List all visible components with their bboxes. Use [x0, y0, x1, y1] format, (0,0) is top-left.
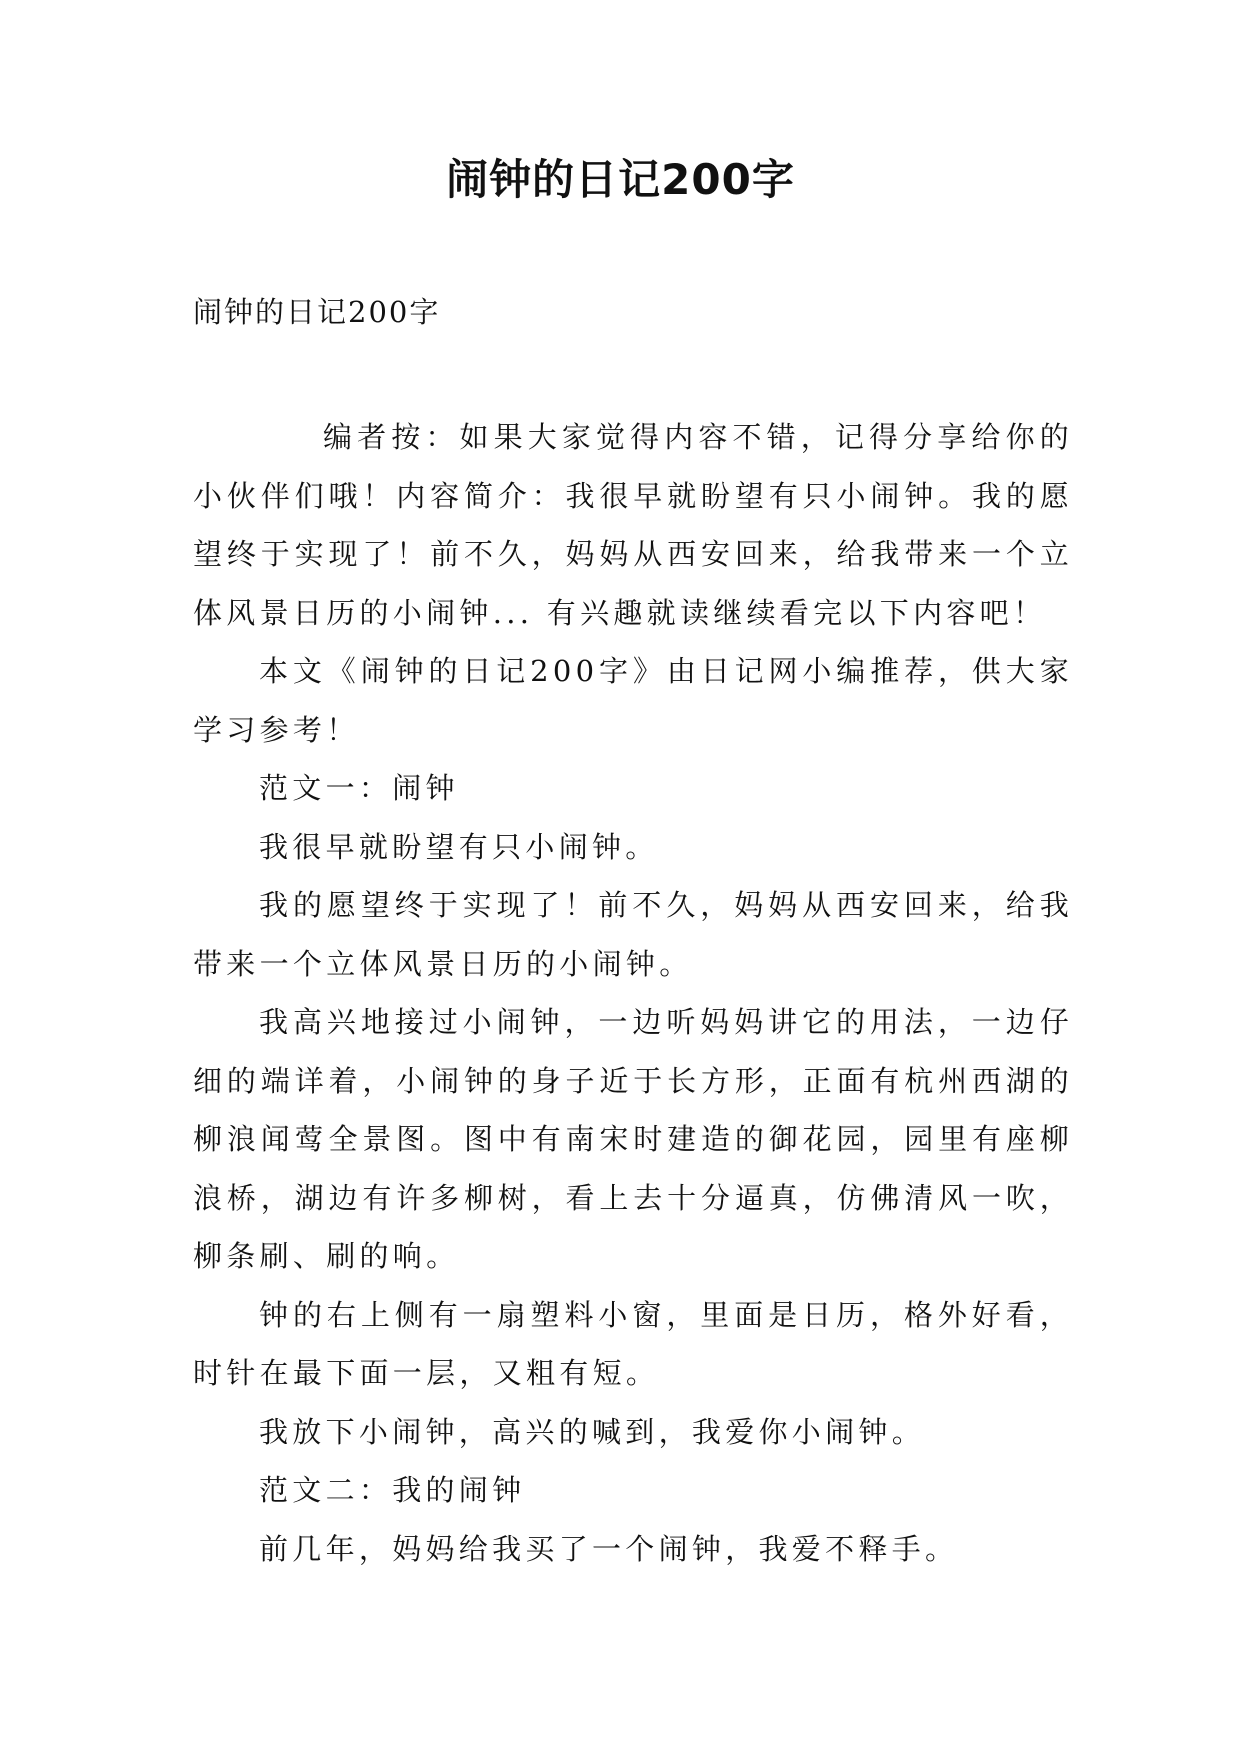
- paragraph: 钟的右上侧有一扇塑料小窗，里面是日历，格外好看，时针在最下面一层，又粗有短。: [193, 1297, 1073, 1390]
- paragraph: 我高兴地接过小闹钟，一边听妈妈讲它的用法，一边仔细的端详着，小闹钟的身子近于长方形，正面有杭州西湖的柳浪闻莺全景图。图中有南宋时建造的御花园，园里有座柳浪桥，湖边有许多柳树，看上去十分逼真，仿佛清风一吹，柳条刷、刷的响。: [193, 1005, 1073, 1273]
- paragraph: 我很早就盼望有只小闹钟。: [259, 829, 659, 864]
- paragraph-recommendation: 本文《闹钟的日记200字》由日记网小编推荐，供大家学习参考！: [193, 654, 1073, 747]
- document-title: 闹钟的日记200字: [446, 155, 795, 204]
- section-heading-sample-two: 范文二：我的闹钟: [259, 1473, 526, 1507]
- paragraph: 前几年，妈妈给我买了一个闹钟，我爱不释手。: [259, 1531, 959, 1566]
- section-heading-sample-one: 范文一：闹钟: [259, 771, 459, 805]
- paragraph: 我的愿望终于实现了！前不久，妈妈从西安回来，给我带来一个立体风景日历的小闹钟。: [193, 888, 1073, 981]
- paragraph-editor-note: 编者按：如果大家觉得内容不错，记得分享给你的小伙伴们哦！内容简介：我很早就盼望有只小闹钟。我的愿望终于实现了！前不久，妈妈从西安回来，给我带来一个立体风景日历的小闹钟... 有兴趣就读继续看完以下内容吧！: [193, 420, 1073, 630]
- paragraph: 我放下小闹钟，高兴的喊到，我爱你小闹钟。: [259, 1414, 926, 1449]
- document-body: [193, 408, 1073, 1578]
- document-subtitle: 闹钟的日记200字: [193, 295, 441, 329]
